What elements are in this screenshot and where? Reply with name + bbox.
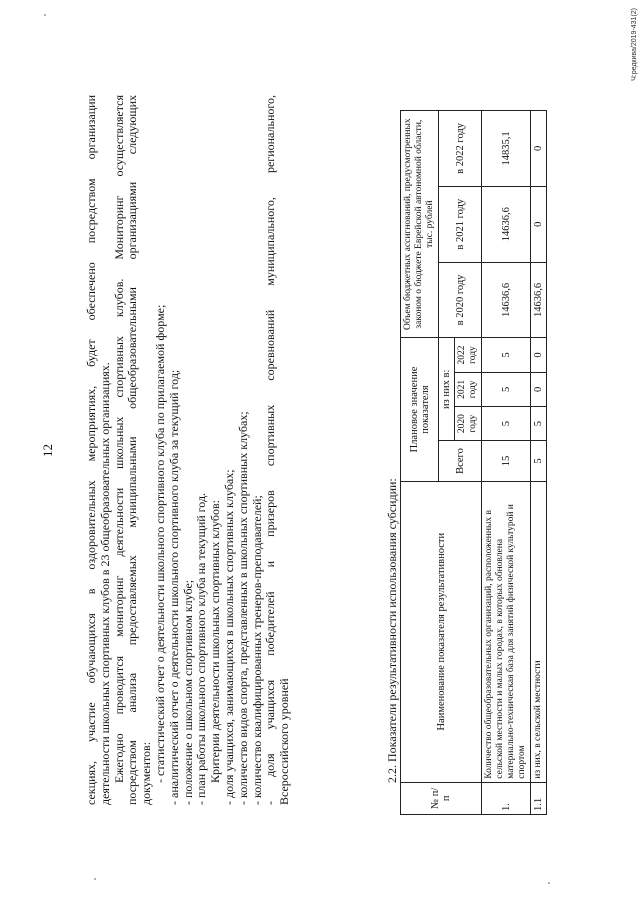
cell-num: 1.1 <box>531 782 547 814</box>
results-table <box>400 110 547 815</box>
header-b2020: в 2020 году <box>439 262 482 338</box>
cell-p2022: 0 <box>531 338 547 372</box>
header-of-which: из них в: <box>439 338 455 441</box>
paragraph-line: деятельности школьных спортивных клубов в 23 общеобразовательных организациях. <box>97 362 112 805</box>
table-row <box>482 111 531 815</box>
criteria-item: - количество видов спорта, представленных в школьных спортивных клубах; <box>235 411 250 805</box>
header-y2020: 2020 году <box>455 406 482 440</box>
cell-b2021: 14636,6 <box>482 186 531 262</box>
header-b2022: в 2022 году <box>439 111 482 187</box>
criteria-item: - количество квалифицированных тренеров-преподавателей; <box>249 495 264 805</box>
paragraph-line: посредством анализа предоставляемых муниципальными общеобразовательными организациями следующих <box>125 95 140 805</box>
header-num: № п/п <box>401 782 482 814</box>
table-row <box>531 111 547 815</box>
cell-total: 15 <box>482 441 531 481</box>
body-text <box>85 95 292 805</box>
cell-name: из них, в сельской местности <box>531 481 547 782</box>
cell-p2021: 0 <box>531 372 547 406</box>
cell-b2020: 14636,6 <box>482 262 531 338</box>
cell-p2020: 5 <box>482 406 531 440</box>
section-title: 2.2. Показатели результативности использования субсидии: <box>385 478 399 783</box>
monitoring-doc-item: - положение о школьном спортивном клубе; <box>180 579 195 805</box>
paragraph-line: секциях, участие обучающихся в оздоровительных мероприятиях, будет обеспечено посредством организации <box>84 95 98 805</box>
monitoring-doc-item: - статистический отчет о деятельности школьного спортивного клуба по прилагаемой форме; <box>152 304 167 783</box>
cell-p2020: 5 <box>531 406 547 440</box>
cell-p2021: 5 <box>482 372 531 406</box>
header-y2021: 2021 году <box>455 372 482 406</box>
header-budget: Объем бюджетных ассигнований, предусмотренных законом о бюджете Еврейской автономной области, тыс. рублей <box>401 111 439 338</box>
header-total: Всего <box>439 441 482 481</box>
cell-name: Количество общеобразовательных организаций, расположенных в сельской местности и малых городах, в которых обновлена материально-техническая база для занятий физической культурой и спортом <box>482 481 531 782</box>
table-header-row <box>401 111 439 815</box>
cell-b2022: 0 <box>531 111 547 187</box>
cell-p2022: 5 <box>482 338 531 372</box>
criteria-item: - доля учащихся победителей и призеров спортивных соревнований муниципального, регионального, <box>263 95 278 805</box>
cell-num: 1. <box>482 782 531 814</box>
header-b2021: в 2021 году <box>439 186 482 262</box>
paragraph-line: Ежегодно проводится мониторинг деятельности школьных спортивных клубов. Мониторинг осуществляется <box>111 95 126 783</box>
header-y2022: 2022 году <box>455 338 482 372</box>
cell-b2020: 14636,6 <box>531 262 547 338</box>
criteria-item: - доля учащихся, занимающихся в школьных спортивных клубах; <box>221 469 236 805</box>
cell-total: 5 <box>531 441 547 481</box>
cell-b2021: 0 <box>531 186 547 262</box>
footer-code: Ч:редкива/2019-431(2) <box>631 8 638 81</box>
criteria-heading: Критерии деятельности школьных спортивных клубов: <box>208 500 223 783</box>
monitoring-doc-item: - аналитический отчет о деятельности школьного спортивного клуба за текущий год; <box>166 369 181 805</box>
criteria-tail: Всероссийского уровней <box>277 678 292 805</box>
page-number: 12 <box>40 444 55 457</box>
cell-b2022: 14835,1 <box>482 111 531 187</box>
monitoring-doc-item: - план работы школьного спортивного клуба на текущий год. <box>194 492 209 805</box>
header-name: Наименование показателя результативности <box>401 481 482 782</box>
paragraph-line: документов: <box>139 741 154 805</box>
header-planned: Плановое значение показателя <box>401 338 439 481</box>
